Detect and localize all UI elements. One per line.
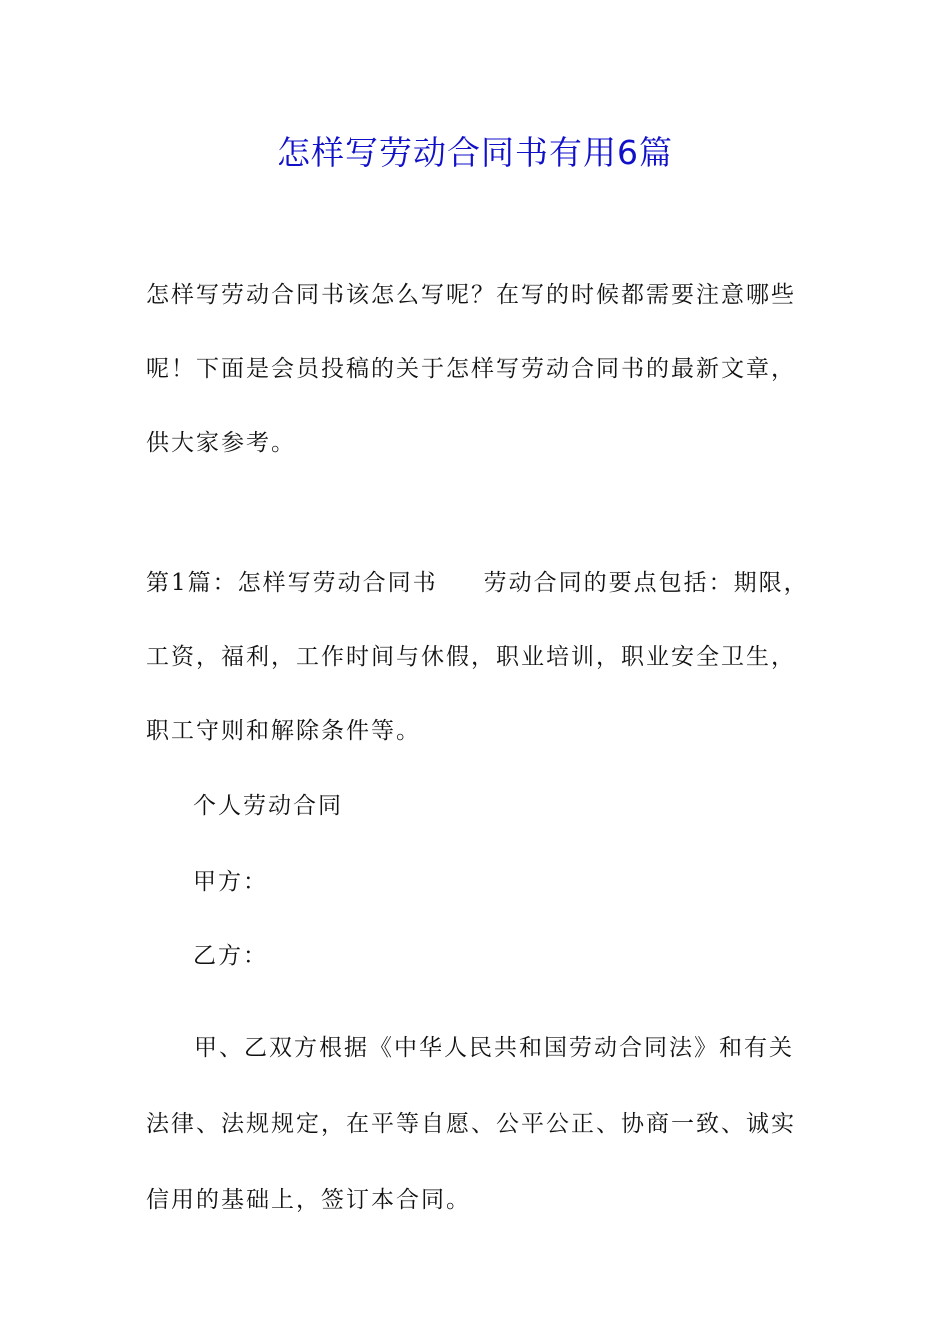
party-b-line: 乙方： [193,943,268,969]
agreement-paragraph: 甲、乙双方根据《中华人民共和国劳动合同法》和有关法律、法规规定，在平等自愿、公平公正、协商一致、诚实信用的基础上，签订本合同。 [146,1035,796,1213]
document-title: 怎样写劳动合同书有用6篇 [277,133,673,172]
intro-paragraph: 怎样写劳动合同书该怎么写呢？在写的时候都需要注意哪些呢！下面是会员投稿的关于怎样写劳动合同书的最新文章，供大家参考。 [146,282,796,456]
section-1-heading: 第1篇：怎样写劳动合同书 [146,570,438,596]
section-1-text: 劳动合同的要点包括：期限，工资，福利，工作时间与休假，职业培训，职业安全卫生，职工守则和解除条件等。 [146,570,809,744]
section-1-paragraph [146,546,816,768]
party-a-line: 甲方： [193,869,268,895]
contract-title: 个人劳动合同 [193,793,343,819]
